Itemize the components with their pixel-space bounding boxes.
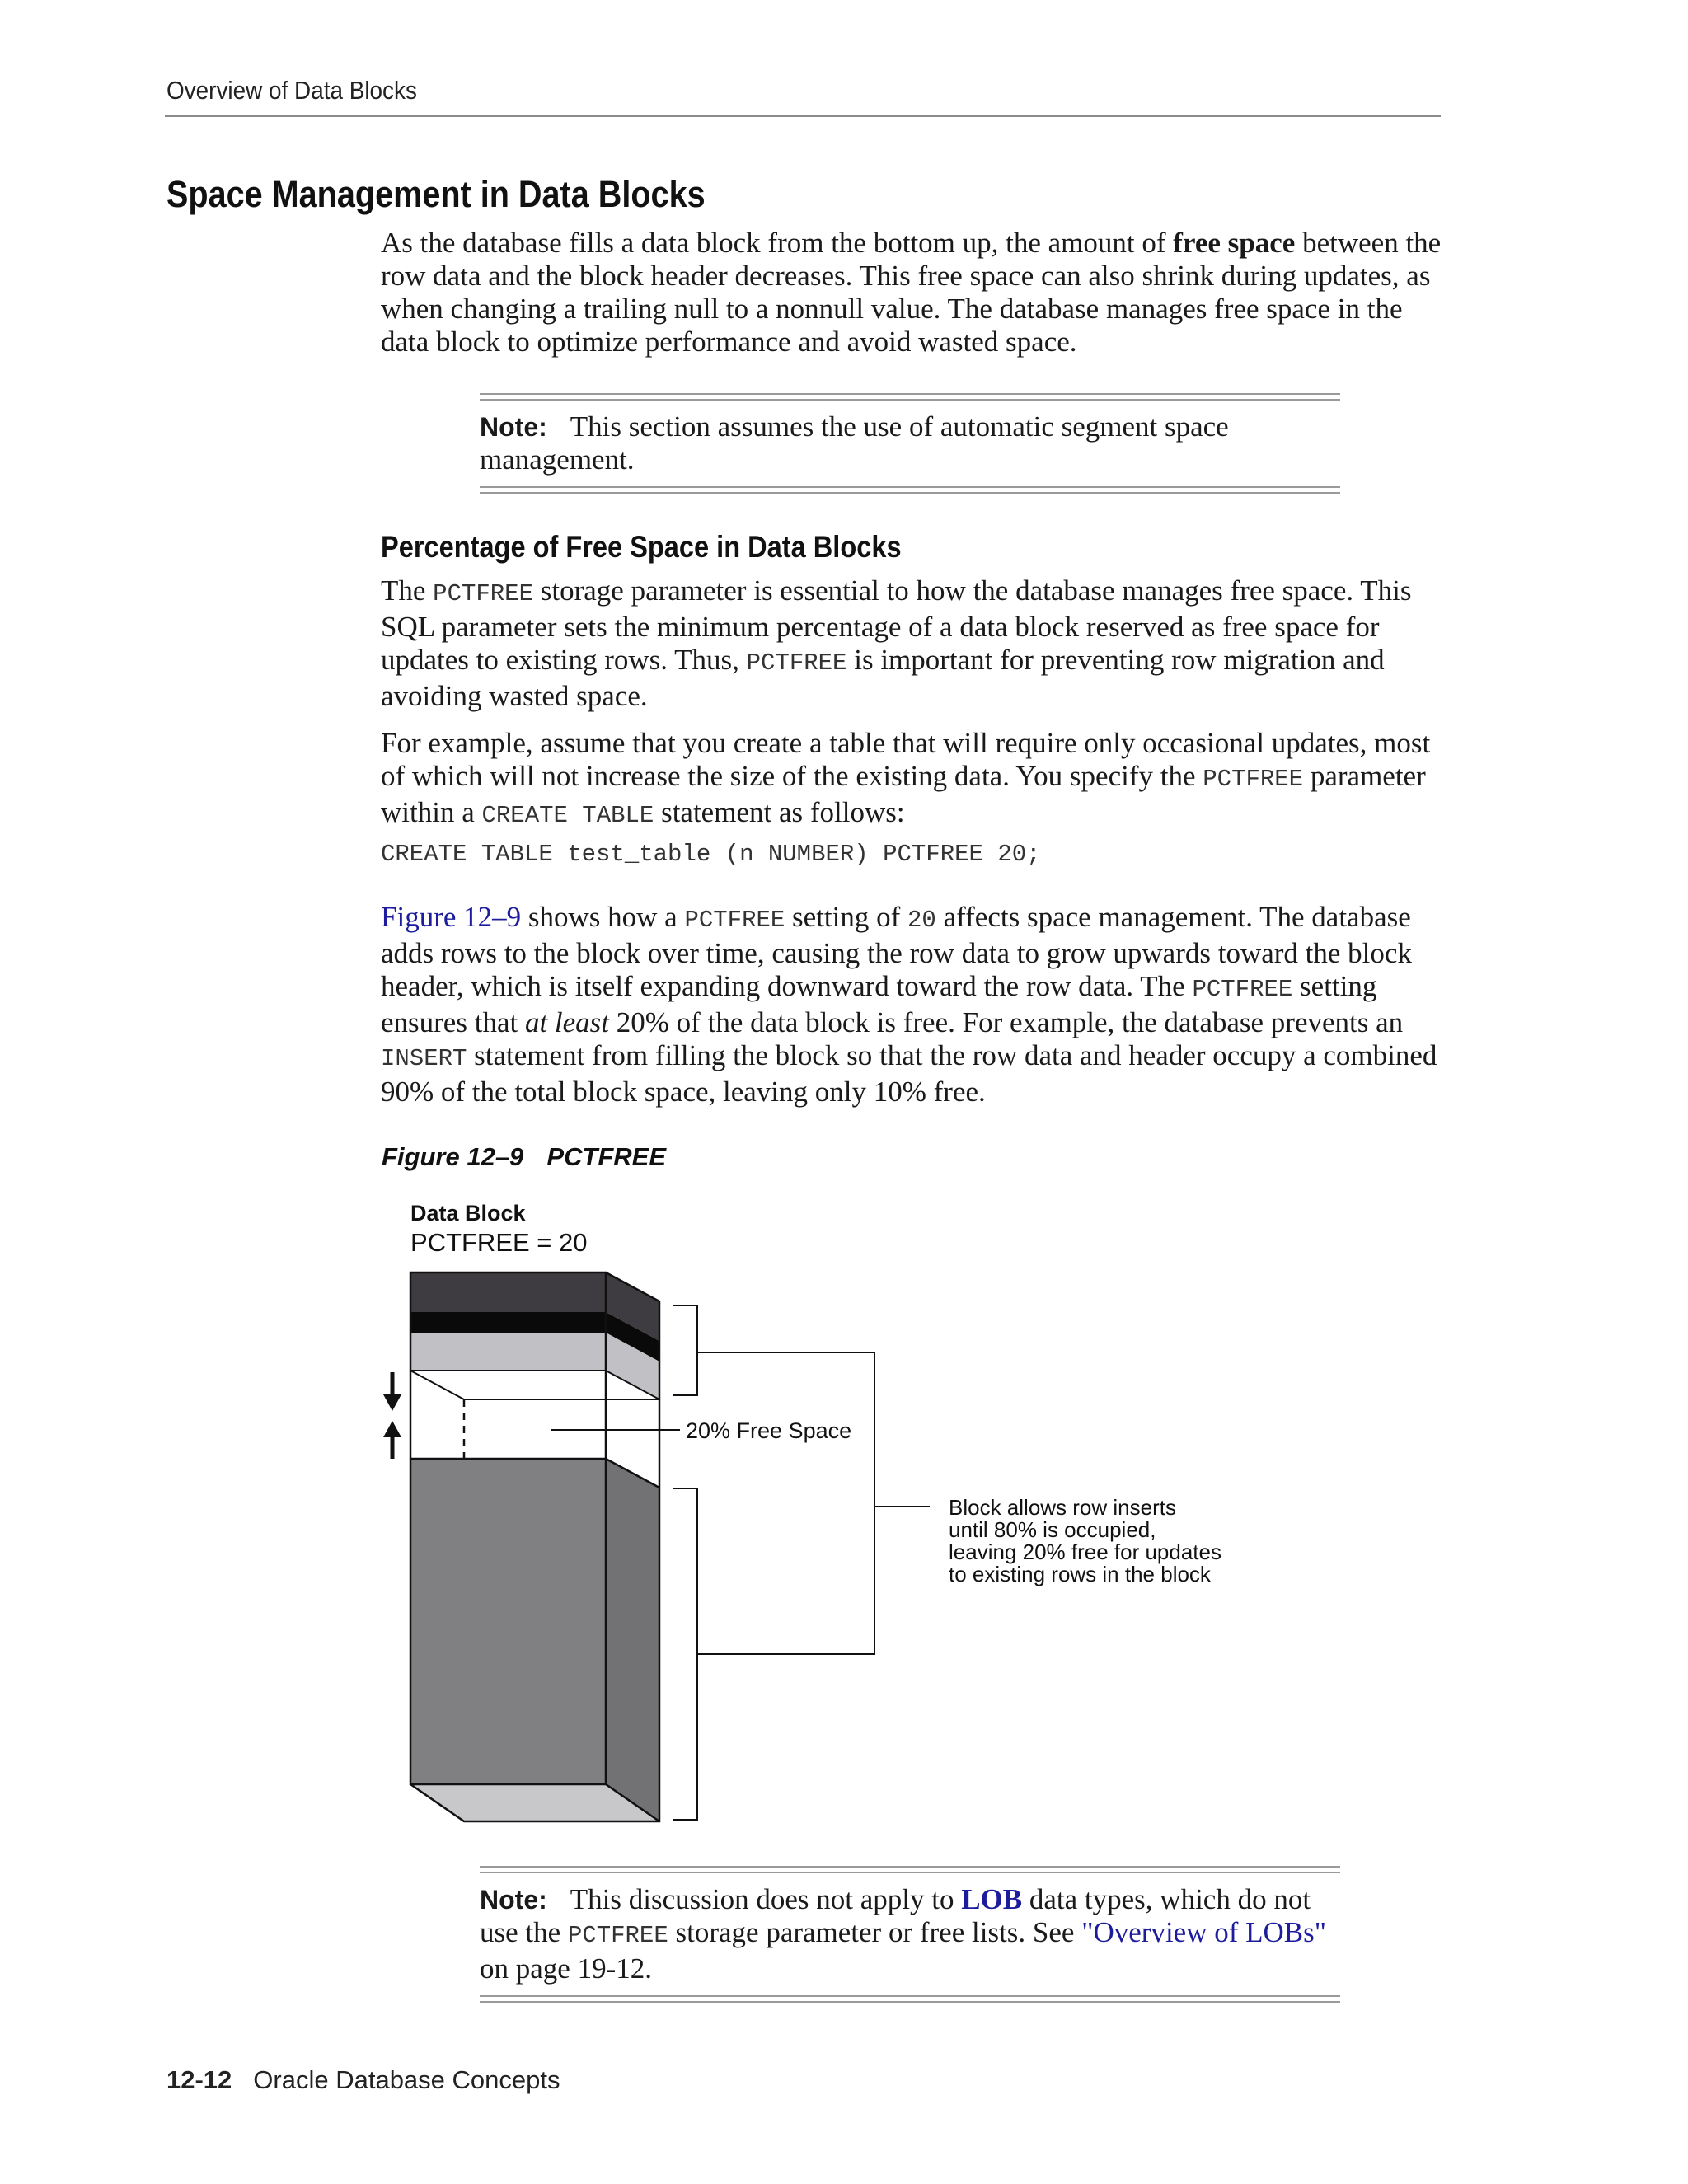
note-box-lob: Note: This discussion does not apply to LOB data types, which do not use the PCTFREE storage parameter or free lists. See "Overview of LOBs" on page 19-12. <box>480 1866 1340 2003</box>
figure-title: PCTFREE <box>546 1142 666 1171</box>
note-label: Note: <box>480 412 547 442</box>
note-bottom-rule <box>480 1995 1340 2003</box>
annotation-line: leaving 20% free for updates <box>949 1540 1221 1564</box>
note-text: This section assumes the use of automatic segment space management. <box>480 410 1229 476</box>
book-title: Oracle Database Concepts <box>253 2065 560 2094</box>
note-label: Note: <box>480 1885 547 1915</box>
header-band-side <box>606 1312 659 1361</box>
free-space-label: 20% Free Space <box>686 1418 852 1443</box>
annotation-line: Block allows row inserts <box>949 1495 1176 1520</box>
row-data-region <box>410 1459 606 1784</box>
intro-paragraph: As the database fills a data block from the bottom up, the amount of free space between the row data and the block header decreases. This free space can also shrink during updates, as when changing a trailing null to a nonnull value. The database manages free space in the data block to optimize performance and avoid wasted space. <box>381 227 1442 358</box>
section-title: Space Management in Data Blocks <box>166 173 706 215</box>
free-space-term: free space <box>1173 227 1296 259</box>
block-floor <box>410 1784 659 1821</box>
header-growth-arrow <box>383 1372 401 1411</box>
note-top-rule <box>480 393 1340 401</box>
figure-link[interactable]: Figure 12–9 <box>381 901 522 933</box>
code-example: CREATE TABLE test_table (n NUMBER) PCTFREE 20; <box>381 841 1041 868</box>
header-dark-side <box>606 1272 659 1341</box>
figure-reference-paragraph: Figure 12–9 shows how a PCTFREE setting of 20 affects space management. The database adds rows to the block over time, causing the row data to grow upwards toward the block header, which is itself expanding downward toward the row data. The PCTFREE setting ensures that at least 20% of the data block is free. For example, the database prevents an INSERT statement from filling the block so that the row data and header occupy a combined 90% of the total block space, leaving only 10% free. <box>381 901 1437 1108</box>
running-header: Overview of Data Blocks <box>166 76 417 105</box>
block-header-dark <box>410 1272 606 1312</box>
row-data-side <box>606 1459 659 1821</box>
block-label: Data Block <box>410 1201 526 1226</box>
annotation-line: to existing rows in the block <box>949 1562 1211 1586</box>
annotation-text <box>949 1495 1221 1586</box>
note-top-rule <box>480 1866 1340 1873</box>
header-bracket <box>673 1305 697 1395</box>
note-bottom-rule <box>480 486 1340 494</box>
header-rule <box>165 115 1441 117</box>
pctfree-setting-label: PCTFREE = 20 <box>410 1228 588 1257</box>
free-space-side <box>606 1371 659 1488</box>
block-header-light <box>410 1333 606 1371</box>
subsection-title: Percentage of Free Space in Data Blocks <box>381 530 902 564</box>
header-light-side <box>606 1333 659 1399</box>
pctfree-paragraph: The PCTFREE storage parameter is essential to how the database manages free space. This SQL parameter sets the minimum percentage of a data block reserved as free space for updates to existing rows. Thus, PCTFREE is important for preventing row migration and avoiding wasted space. <box>381 574 1412 712</box>
figure-caption <box>382 1142 666 1172</box>
occupied-bracket <box>697 1352 874 1654</box>
example-paragraph: For example, assume that you create a table that will require only occasional updates, most of which will not increase the size of the existing data. You specify the PCTFREE parameter within a CREATE TABLE statement as follows: <box>381 727 1431 829</box>
block-header-band <box>410 1312 606 1333</box>
overview-of-lobs-link[interactable]: "Overview of LOBs" <box>1081 1916 1327 1948</box>
page-footer <box>166 2065 560 2095</box>
note-box-assumption <box>480 393 1340 494</box>
lob-link[interactable]: LOB <box>961 1883 1023 1915</box>
annotation-line: until 80% is occupied, <box>949 1517 1156 1542</box>
free-space-region <box>410 1371 606 1459</box>
free-space-top-face <box>410 1371 659 1399</box>
row-data-bracket <box>673 1488 697 1820</box>
figure-number: Figure 12–9 <box>382 1142 524 1171</box>
page-number: 12-12 <box>166 2065 232 2094</box>
row-growth-arrow <box>383 1421 401 1459</box>
